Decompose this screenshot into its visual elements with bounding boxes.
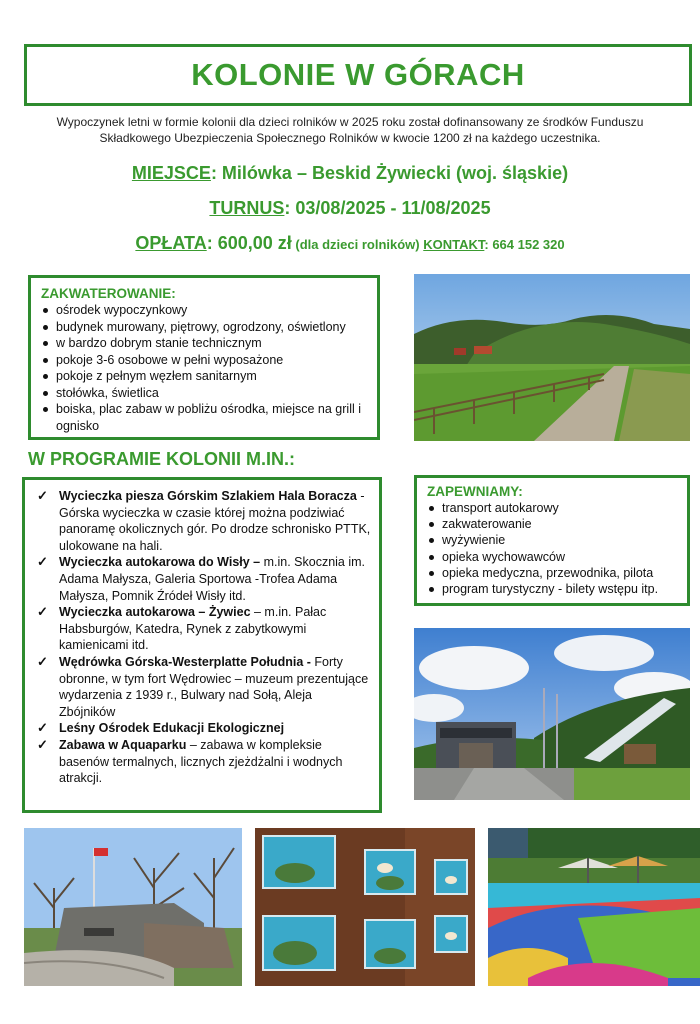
list-item	[35, 488, 371, 554]
list-item: stołówka, świetlica	[41, 385, 367, 402]
list-item: budynek murowany, piętrowy, ogrodzony, oświetlony	[41, 319, 367, 336]
photo-eco-center-displays	[255, 828, 475, 986]
photo-fort-bunker	[24, 828, 242, 986]
program-item-title: Wędrówka Górska-Westerplatte Południa -	[59, 654, 311, 669]
list-item: pokoje z pełnym węzłem sanitarnym	[41, 368, 367, 385]
check-icon: ✓	[37, 653, 48, 669]
program-box	[22, 477, 382, 813]
photo-aquapark	[488, 828, 700, 986]
place-line	[0, 163, 700, 184]
program-item-title: Wycieczka piesza Górskim Szlakiem Hala Boracza	[59, 489, 357, 503]
photo-ski-jump	[414, 628, 690, 800]
list-item: zakwaterowanie	[427, 516, 679, 532]
check-icon: ✓	[37, 554, 48, 570]
place-key: MIEJSCE	[131, 163, 211, 183]
list-item: w bardzo dobrym stanie technicznym	[41, 335, 367, 352]
accommodation-box	[28, 275, 380, 440]
turn-key: TURNUS	[209, 198, 285, 218]
program-list	[35, 488, 371, 787]
check-icon: ✓	[37, 488, 48, 503]
page-title: KOLONIE W GÓRACH	[191, 57, 525, 92]
list-item: program turystyczny - bilety wstępu itp.	[427, 581, 679, 597]
list-item: opieka wychowawców	[427, 549, 679, 565]
program-item-text: – m.in. Pałac Habsburgów, Katedra, Rynek z zabytkowymi kamienicami itd.	[59, 605, 327, 653]
list-item: transport autokarowy	[427, 500, 679, 516]
place-value: : Milówka – Beskid Żywiecki (woj. śląskie)	[210, 163, 569, 183]
check-icon: ✓	[37, 736, 48, 752]
fee-line	[0, 233, 700, 254]
list-item: boiska, plac zabaw w pobliżu ośrodka, miejsce na grill i ognisko	[41, 401, 367, 434]
contact-value: : 664 152 320	[484, 237, 565, 252]
list-item: pokoje 3-6 osobowe w pełni wyposażone	[41, 352, 367, 369]
photo-mountain-meadow	[414, 274, 690, 441]
accommodation-list	[41, 302, 367, 434]
provide-box	[414, 475, 690, 606]
provide-heading: ZAPEWNIAMY:	[427, 484, 523, 499]
program-item-title: Leśny Ośrodek Edukacji Ekologicznej	[59, 721, 285, 736]
accommodation-heading: ZAKWATEROWANIE:	[41, 286, 176, 301]
list-item	[35, 720, 371, 737]
list-item: ośrodek wypoczynkowy	[41, 302, 367, 319]
fee-key: OPŁATA	[135, 233, 207, 253]
list-item	[35, 654, 371, 720]
check-icon: ✓	[37, 604, 48, 620]
turn-value: : 03/08/2025 - 11/08/2025	[284, 198, 491, 218]
provide-list	[427, 500, 679, 597]
program-item-title: Zabawa w Aquaparku	[59, 737, 187, 752]
list-item: wyżywienie	[427, 532, 679, 548]
title-box	[24, 44, 692, 106]
contact-key: KONTAKT	[423, 237, 485, 252]
list-item	[35, 604, 371, 654]
program-item-text: m.in. Skocznia im. Adama Małysza, Galeria Sportowa -Trofea Adama Małysza, Pomnik Źródeł Wisły itd.	[59, 555, 366, 603]
list-item: opieka medyczna, przewodnika, pilota	[427, 565, 679, 581]
fee-note: (dla dzieci rolników)	[291, 237, 424, 252]
check-icon: ✓	[37, 720, 48, 736]
program-item-text: - Górska wycieczka w czasie której można podziwiać panoramę okolicznych gór. Po drodze schronisko PTTK, ulokowane na hali.	[59, 489, 371, 553]
list-item	[35, 737, 371, 787]
fee-value: : 600,00 zł	[206, 233, 292, 253]
program-item-title: Wycieczka autokarowa do Wisły –	[59, 555, 261, 570]
program-item-text: – zabawa w kompleksie basenów termalnych, licznych zjeżdżalni i wodnych atrakcji.	[59, 737, 343, 786]
turn-line	[0, 198, 700, 219]
intro-text: Wypoczynek letni w formie kolonii dla dzieci rolników w 2025 roku został dofinansowany ze środków Funduszu Składkowego Ubezpieczenia Społecznego Rolników w kwocie 1200 zł na każdego uczestnika.	[56, 115, 644, 145]
program-item-title: Wycieczka autokarowa – Żywiec	[59, 605, 251, 620]
program-heading: W PROGRAMIE KOLONII M.IN.:	[28, 449, 295, 469]
list-item	[35, 554, 371, 604]
program-item-text: Forty obronne, w tym fort Wędrowiec – muzeum prezentujące wydarzenia z 1939 r., Bulwary nad Sołą, Aleja Zbójników	[59, 654, 369, 719]
